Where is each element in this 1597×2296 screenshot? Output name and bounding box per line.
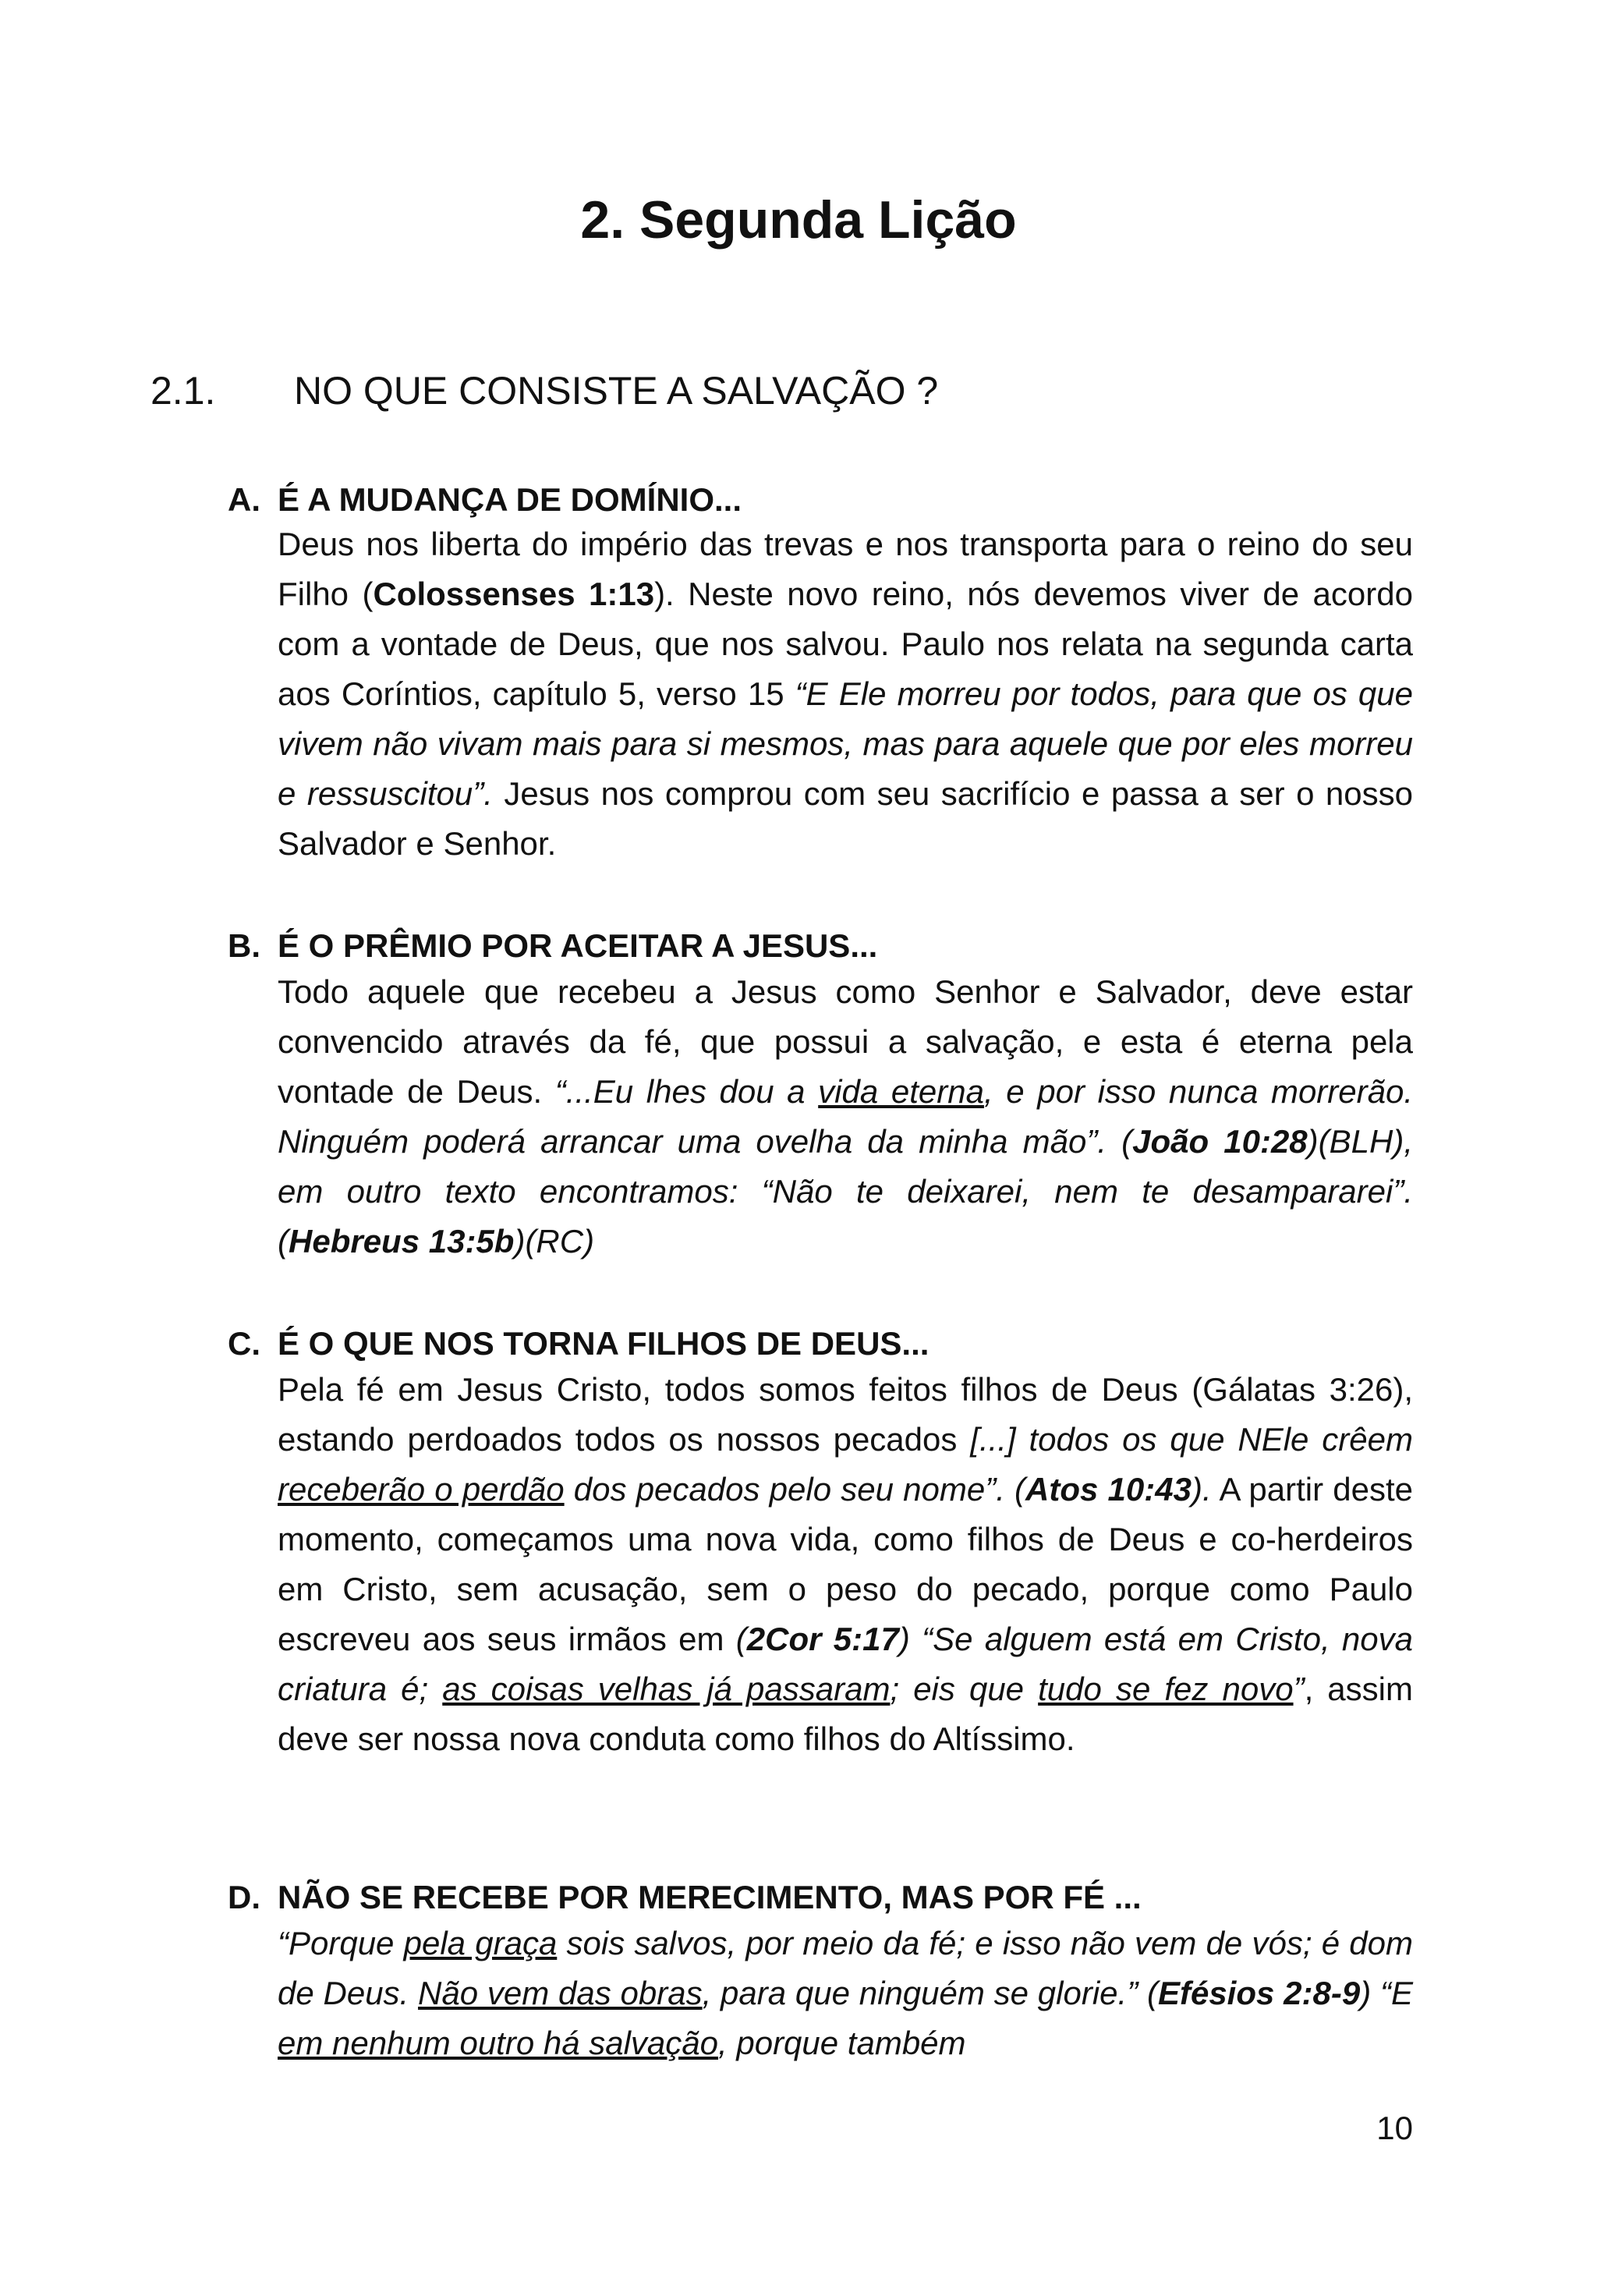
bible-reference: Atos 10:43 [1025, 1471, 1192, 1508]
bible-quote: “...Eu lhes dou a vida eterna, e por isso nunca morrerão. Ninguém poderá arrancar uma ovelha da minha mão”. (João 10:28)(BLH), em outro texto encontramos: “Não te deixarei, nem te desampararei”. (Hebreus 13:5b)(RC) [278, 1073, 1414, 1260]
section-heading [150, 369, 939, 413]
bible-quote: [...] todos os que NEle crêem receberão o perdão dos pecados pelo seu nome”. (Atos 10:43). [278, 1421, 1413, 1508]
text-segment: ). Neste novo reino, nós devemos viver de acordo com a vontade de Deus, que nos salvou. Paulo nos relata na segunda carta aos Coríntios, capítulo 5, verso 15 [278, 576, 1413, 712]
item-heading: É A MUDANÇA DE DOMÍNIO... [278, 481, 742, 518]
item-body [278, 519, 1413, 869]
text-segment: Todo aquele que recebeu a Jesus como Senhor e Salvador, deve estar convencido através da fé, que possui a salvação, e esta é eterna pela vontade de Deus. [278, 973, 1413, 1110]
page-number: 10 [1376, 2110, 1413, 2146]
item-heading: É O PRÊMIO POR ACEITAR A JESUS... [278, 927, 878, 964]
item-heading: NÃO SE RECEBE POR MERECIMENTO, MAS POR FÉ ... [278, 1879, 1142, 1915]
item-body [278, 1919, 1413, 2068]
text-segment: Pela fé em Jesus Cristo, todos somos feitos filhos de Deus (Gálatas 3:26), estando perdoados todos os nossos pecados [278, 1371, 1413, 1458]
text-segment: Jesus nos comprou com seu sacrifício e passa a ser o nosso Salvador e Senhor. [278, 775, 1414, 862]
text-segment: , assim deve ser nossa nova conduta como filhos do Altíssimo. [278, 1671, 1413, 1757]
bible-reference: Hebreus 13:5b [289, 1223, 515, 1260]
section-title: NO QUE CONSISTE A SALVAÇÃO ? [294, 369, 939, 413]
bible-reference: 2Cor 5:17 [746, 1621, 899, 1657]
page-title: 2. Segunda Lição [580, 190, 1017, 250]
item-body [278, 1365, 1413, 1764]
bible-quote: (2Cor 5:17) “Se alguem está em Cristo, nova criatura é; as coisas velhas já passaram; eis que tudo se fez novo” [278, 1621, 1414, 1707]
section-number: 2.1. [150, 369, 216, 413]
item-body [278, 967, 1413, 1267]
bible-reference: João 10:28 [1132, 1123, 1308, 1160]
item-letter: B. [228, 927, 260, 964]
bible-quote: “Porque pela graça sois salvos, por meio da fé; e isso não vem de vós; é dom de Deus. Não vem das obras, para que ninguém se glorie.” (Efésios 2:8-9) “E em nenhum outro há salvação, porque também [278, 1925, 1413, 2061]
text-segment: A partir deste momento, começamos uma nova vida, como filhos de Deus e co-herdeiros em Cristo, sem acusação, sem o peso do pecado, porque como Paulo escreveu aos seus irmãos em [278, 1471, 1413, 1657]
item-heading: É O QUE NOS TORNA FILHOS DE DEUS... [278, 1325, 930, 1362]
item-letter: C. [228, 1325, 260, 1362]
bible-quote: “E Ele morreu por todos, para que os que vivem não vivam mais para si mesmos, mas para aquele que por eles morreu e ressuscitou”. [278, 675, 1413, 812]
text-segment: Deus nos liberta do império das trevas e nos transporta para o reino do seu Filho ( [278, 526, 1413, 612]
item-letter: A. [228, 481, 260, 518]
bible-reference: Colossenses 1:13 [373, 576, 655, 612]
item-letter: D. [228, 1879, 260, 1915]
bible-reference: Efésios 2:8-9 [1157, 1975, 1361, 2011]
